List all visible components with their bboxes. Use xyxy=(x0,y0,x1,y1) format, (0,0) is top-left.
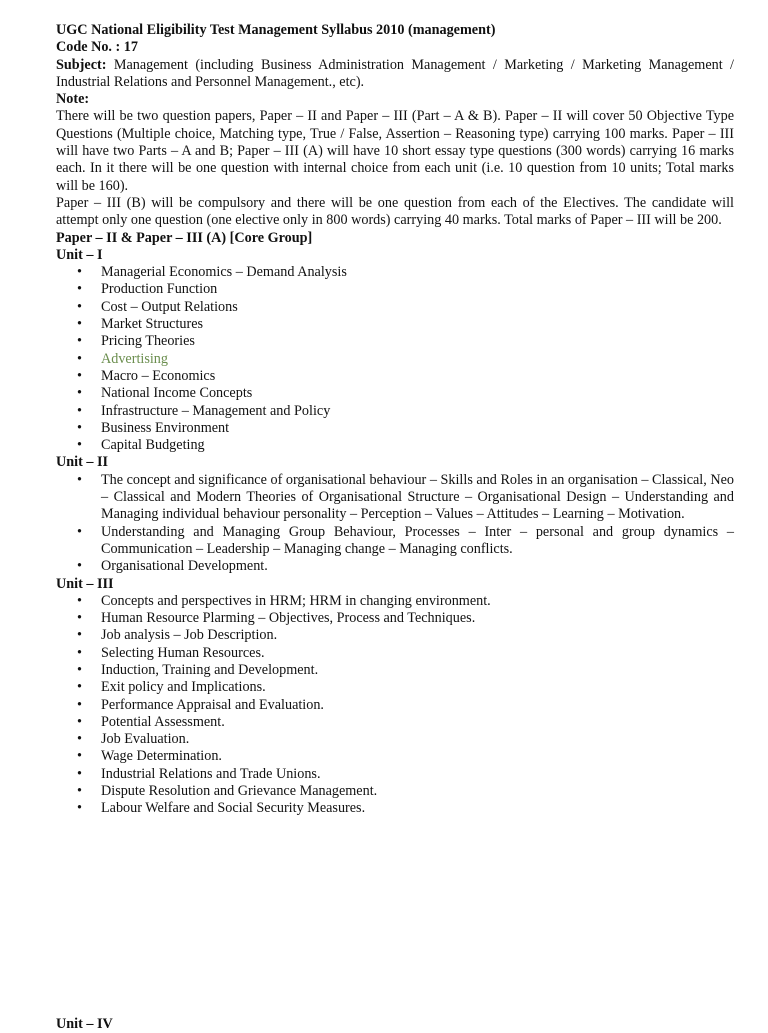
list-item: • Wage Determination. xyxy=(101,748,734,765)
list-item: • National Income Concepts xyxy=(101,385,734,402)
list-item: • Production Function xyxy=(101,281,734,298)
list-item-advertising-link[interactable]: • Advertising xyxy=(101,351,734,368)
list-item: • Capital Budgeting xyxy=(101,437,734,454)
list-item: • Market Structures xyxy=(101,316,734,333)
list-item: • Induction, Training and Development. xyxy=(101,662,734,679)
list-item: • Dispute Resolution and Grievance Management. xyxy=(101,783,734,800)
section-heading: Paper – II & Paper – III (A) [Core Group] xyxy=(56,229,313,246)
list-item: • Labour Welfare and Social Security Measures. xyxy=(101,800,734,817)
list-item: • The concept and significance of organisational behaviour – Skills and Roles in an organisation – Classical, Neo – Classical and Modern Theories of Organisational Structure – Organisational Design – Understanding and Managing individual behaviour personality – Perception – Values – Attitudes – Learning – Motivation. xyxy=(101,472,734,524)
list-item: • Job Evaluation. xyxy=(101,731,734,748)
unit-3-heading: Unit – III xyxy=(56,575,114,592)
list-item: • Understanding and Managing Group Behaviour, Processes – Inter – personal and group dynamics – Communication – Leadership – Managing change – Managing conflicts. xyxy=(101,524,734,559)
list-item: • Cost – Output Relations xyxy=(101,299,734,316)
list-item: • Industrial Relations and Trade Unions. xyxy=(101,766,734,783)
subject-line xyxy=(56,57,734,92)
list-item: • Pricing Theories xyxy=(101,333,734,350)
note-paragraph-1: There will be two question papers, Paper – II and Paper – III (Part – A & B). Paper – II will cover 50 Objective Type Questions (Multiple choice, Matching type, True / False, Assertion – Reasoning type) carrying 100 marks. Paper – III will have two Parts – A and B; Paper – III (A) will have 10 short essay type questions (300 words) carrying 16 marks each. In it there will be one question with internal choice from each unit (i.e. 10 question from 10 units; Total marks will be 160). xyxy=(56,108,734,194)
document-title: UGC National Eligibility Test Management Syllabus 2010 (management) xyxy=(56,22,496,38)
unit-3-list xyxy=(56,593,734,818)
document-page xyxy=(56,22,734,818)
unit-2-heading: Unit – II xyxy=(56,454,109,471)
code-number: Code No. : 17 xyxy=(56,39,138,56)
list-item: • Selecting Human Resources. xyxy=(101,645,734,662)
subject-label: Subject: xyxy=(56,56,107,73)
list-item: • Potential Assessment. xyxy=(101,714,734,731)
unit-4-heading: Unit – IV xyxy=(56,1016,113,1032)
list-item: • Exit policy and Implications. xyxy=(101,679,734,696)
unit-1-heading: Unit – I xyxy=(56,246,103,263)
list-item: • Business Environment xyxy=(101,420,734,437)
subject-text: Management (including Business Administration Management / Marketing / Marketing Management / Industrial Relations and Personnel Management., etc). xyxy=(56,56,734,90)
list-item: • Macro – Economics xyxy=(101,368,734,385)
note-paragraph-2: Paper – III (B) will be compulsory and there will be one question from each of the Electives. The candidate will attempt only one question (one elective only in 800 words) carrying 40 marks. Total marks of Paper – III will be 200. xyxy=(56,194,734,229)
list-item: • Organisational Development. xyxy=(101,558,734,575)
list-item: • Concepts and perspectives in HRM; HRM in changing environment. xyxy=(101,593,734,610)
list-item: • Infrastructure – Management and Policy xyxy=(101,403,734,420)
unit-2-list xyxy=(56,472,734,576)
unit-1-list xyxy=(56,264,734,454)
list-item: • Job analysis – Job Description. xyxy=(101,627,734,644)
note-label: Note: xyxy=(56,91,90,108)
list-item: • Performance Appraisal and Evaluation. xyxy=(101,697,734,714)
list-item: • Human Resource Plarming – Objectives, Process and Techniques. xyxy=(101,610,734,627)
list-item: • Managerial Economics – Demand Analysis xyxy=(101,264,734,281)
